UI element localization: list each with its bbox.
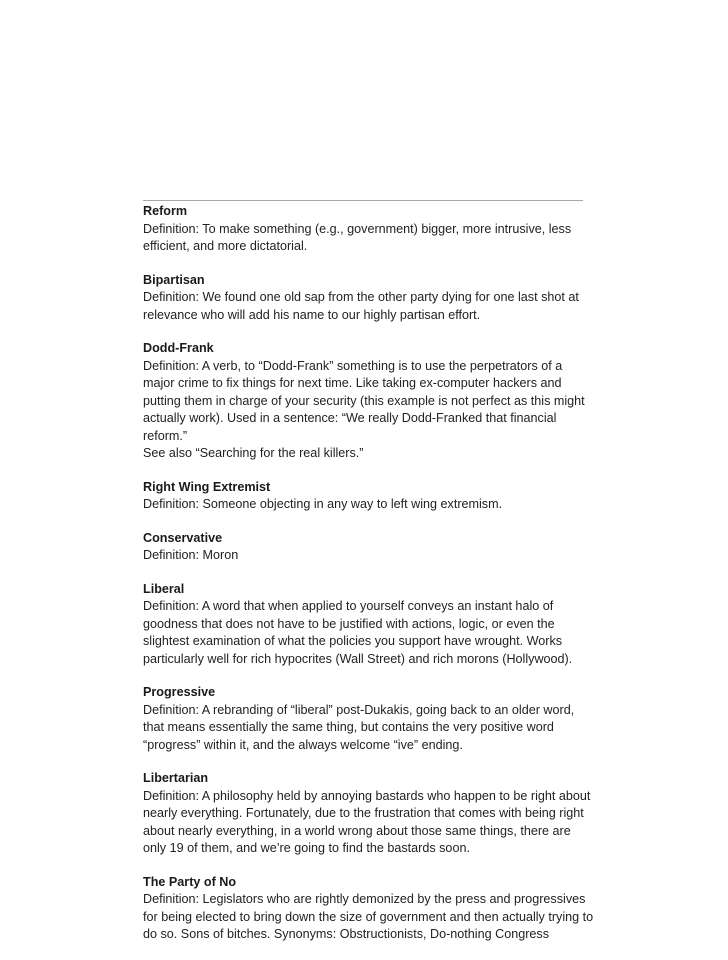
entry-term: Libertarian bbox=[143, 771, 209, 785]
horizontal-rule bbox=[143, 200, 583, 201]
entry-term: Reform bbox=[143, 204, 188, 218]
entry-definition-line: only 19 of them, and we’re going to find the bastards soon. bbox=[143, 841, 470, 855]
entry-definition-line: goodness that does not have to be justified with actions, logic, or even the bbox=[143, 616, 555, 631]
entry-definition-line: slightest examination of what the policies you support have wrought. Works bbox=[143, 634, 563, 648]
entry-term: The Party of No bbox=[143, 874, 237, 889]
glossary-entry bbox=[143, 684, 643, 754]
entry-definition-line: actually work). Used in a sentence: “We really Dodd-Franked that financial bbox=[143, 411, 557, 425]
glossary-entry bbox=[143, 770, 643, 858]
entry-definition-line: that means essentially the same thing, but contains the very positive word bbox=[143, 720, 554, 734]
glossary-entry bbox=[143, 530, 643, 565]
entry-term: Right Wing Extremist bbox=[143, 479, 271, 494]
entry-definition-line: for being elected to bring down the size of government and then actually trying to bbox=[143, 909, 594, 924]
glossary-entry bbox=[143, 874, 643, 944]
glossary-entries bbox=[143, 203, 643, 960]
entry-term: Conservative bbox=[143, 530, 223, 545]
entry-term: Liberal bbox=[143, 581, 185, 596]
entry-definition-line: “progress” within it, and the always welcome “ive” ending. bbox=[143, 737, 463, 752]
entry-definition-line: about nearly everything, in a world wrong about those same things, there are bbox=[143, 823, 571, 838]
entry-definition-line: nearly everything. Fortunately, due to the frustration that comes with being right bbox=[143, 806, 584, 820]
glossary-entry bbox=[143, 272, 643, 325]
entry-definition-line: reform.” bbox=[143, 428, 188, 443]
entry-definition-line: Definition: A rebranding of “liberal” post-Dukakis, going back to an older word, bbox=[143, 702, 575, 717]
entry-definition-line: relevance who will add his name to our highly partisan effort. bbox=[143, 307, 481, 322]
glossary-entry bbox=[143, 203, 643, 256]
entry-definition-line: Definition: We found one old sap from the other party dying for one last shot at bbox=[143, 290, 579, 304]
entry-definition-line: efficient, and more dictatorial. bbox=[143, 239, 308, 253]
glossary-entry bbox=[143, 340, 643, 463]
entry-definition-line: Definition: To make something (e.g., government) bigger, more intrusive, less bbox=[143, 221, 572, 236]
entry-definition-line: Definition: A verb, to “Dodd-Frank” something is to use the perpetrators of a bbox=[143, 358, 563, 373]
glossary-entry bbox=[143, 581, 643, 669]
entry-definition-line: Definition: A philosophy held by annoying bastards who happen to be right about bbox=[143, 788, 591, 803]
entry-term: Bipartisan bbox=[143, 272, 205, 287]
entry-definition-line: putting them in charge of your security (this example is not perfect as this might bbox=[143, 393, 585, 408]
entry-definition-line: See also “Searching for the real killers.” bbox=[143, 446, 364, 460]
entry-definition-line: do so. Sons of bitches. Synonyms: Obstructionists, Do-nothing Congress bbox=[143, 927, 549, 941]
glossary-entry bbox=[143, 479, 643, 514]
entry-definition-line: Definition: A word that when applied to yourself conveys an instant halo of bbox=[143, 599, 554, 613]
entry-definition-line: particularly well for rich hypocrites (Wall Street) and rich morons (Hollywood). bbox=[143, 651, 573, 666]
entry-definition-line: Definition: Someone objecting in any way to left wing extremism. bbox=[143, 497, 503, 511]
entry-term: Progressive bbox=[143, 685, 216, 699]
entry-term: Dodd-Frank bbox=[143, 341, 214, 355]
entry-definition-line: Definition: Legislators who are rightly demonized by the press and progressives bbox=[143, 892, 586, 906]
entry-definition-line: major crime to fix things for next time. Like taking ex-computer hackers and bbox=[143, 376, 562, 390]
entry-definition-line: Definition: Moron bbox=[143, 548, 239, 562]
